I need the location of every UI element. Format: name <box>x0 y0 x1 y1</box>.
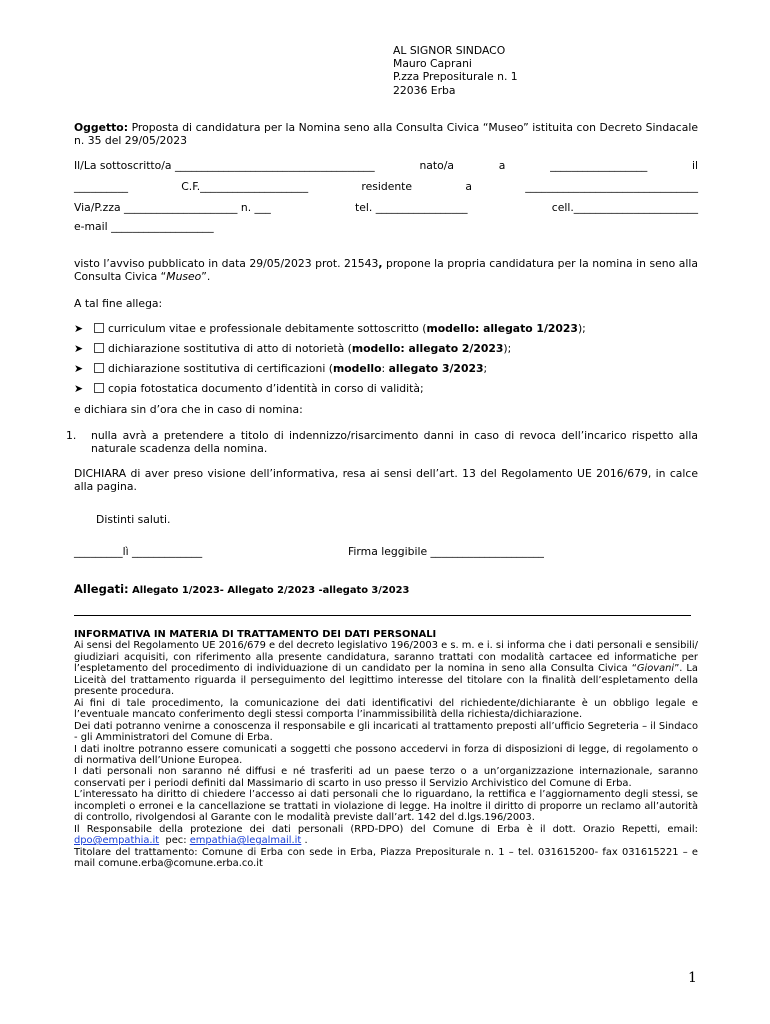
list-item-bold: modello: allegato 1/2023 <box>426 322 578 335</box>
arrow-bullet-icon: ➤ <box>74 382 84 395</box>
subject-text: Proposta di candidatura per la Nomina seno alla Consulta Civica “Museo” istituita con Decreto Sindacale n. 35 del 29/05/2023 <box>74 121 698 147</box>
dpo-email-link[interactable]: dpo@empathia.it <box>74 835 160 847</box>
field-cell: cell._______________________ <box>551 201 698 214</box>
recipient-line: AL SIGNOR SINDACO <box>393 44 506 57</box>
privacy-paragraph <box>74 824 698 847</box>
body-text: visto l’avviso pubblicato in data 29/05/2023 prot. 21543 <box>74 257 379 270</box>
list-item-bold: modello <box>332 362 382 375</box>
dichiara-sin: e dichiara sin d’ora che in caso di nomina: <box>74 403 303 416</box>
privacy-paragraph: L’interessato ha diritto di chiedere l’accesso ai dati personali che lo riguardano, la rettifica e l’aggiornamento degli stessi, se incompleti o erronei e la cancellazione se trattati in violazione di legge. Ha inoltre il diritto di proporre un reclamo all’autorità di controllo, rivolgendosi al Garante con le modalità previste dall’art. 142 del d.lgs.196/2003. <box>74 789 698 824</box>
checkbox-icon <box>94 323 104 333</box>
pec-email-link[interactable]: empathia@legalmail.it <box>189 835 302 847</box>
allega-label: A tal fine allega: <box>74 297 163 310</box>
greeting: Distinti saluti. <box>96 513 171 526</box>
field-residence: ________________________________ <box>525 180 698 193</box>
privacy-paragraph: I dati personali non saranno né diffusi e né trasferiti ad un paese terzo o a un’organizzazione internazionale, saranno conservati per i periodi definiti dal Massimario di scarto in uso presso il Servizio Archivistico del Comune di Erba. <box>74 766 698 789</box>
list-item-text: curriculum vitae e professionale debitamente sottoscritto ( <box>108 322 427 335</box>
checkbox-icon <box>94 383 104 393</box>
list-item <box>74 342 511 355</box>
list-item-text: copia fotostatica documento d’identità in corso di validità; <box>108 382 424 395</box>
privacy-text: pec: <box>159 835 190 847</box>
list-item <box>74 322 586 335</box>
subject-label: Oggetto: <box>74 121 129 134</box>
body-paragraph <box>74 257 698 283</box>
list-item-text: dichiarazione sostitutiva di atto di notorietà ( <box>108 342 352 355</box>
privacy-paragraph <box>74 640 698 697</box>
field-nato-label: nato/a <box>419 159 454 172</box>
privacy-paragraph: Ai fini di tale procedimento, la comunicazione dei dati identificativi del richiedente/dichiarante è un obbligo legale e l’eventuale mancato conferimento degli stessi comporta l’inammissibilità della richiesta/dichiarazione. <box>74 697 698 721</box>
dichiara-paragraph: DICHIARA di aver preso visione dell’informativa, resa ai sensi dell’art. 13 del Regolamento UE 2016/679, in calce alla pagina. <box>74 467 698 493</box>
field-email: e-mail ___________________ <box>74 220 214 233</box>
field-a-label: a <box>498 159 506 172</box>
body-text: ”. <box>201 270 211 283</box>
form-row-name <box>74 159 698 172</box>
arrow-bullet-icon: ➤ <box>74 322 84 335</box>
privacy-italic: Giovani <box>636 663 675 675</box>
privacy-text: . <box>301 835 308 847</box>
privacy-paragraph: I dati inoltre potranno essere comunicati a soggetti che possono accedervi in forza di disposizioni di legge, di regolamento o di normativa dell’Unione Europea. <box>74 743 698 766</box>
field-birthplace: __________________ <box>550 159 648 172</box>
place-date-field: _________lì _____________ <box>74 545 203 558</box>
privacy-text: ”. La Liceità del trattamento riguarda il perseguimento del legittimo interesse del titolare con la finalità dell’espletamento della presente procedura. <box>74 663 698 698</box>
attachments-label: Allegati: <box>74 582 129 596</box>
privacy-paragraph: Titolare del trattamento: Comune di Erba con sede in Erba, Piazza Prepositurale n. 1 – tel. 031615200- fax 031615221 – e mail comune.erba@comune.erba.co.it <box>74 846 698 870</box>
list-item-bold: allegato 3/2023 <box>388 362 484 375</box>
privacy-text: Il Responsabile della protezione dei dati personali (RPD-DPO) del Comune di Erba è il dott. Orazio Repetti, email: <box>74 823 698 835</box>
body-italic: Museo <box>166 270 202 283</box>
form-row-cf <box>74 180 698 193</box>
list-item-text: ); <box>503 342 512 355</box>
signature-field: Firma leggibile _____________________ <box>348 545 544 558</box>
attachments-list: Allegato 1/2023- Allegato 2/2023 -allegato 3/2023 <box>128 585 410 596</box>
checkbox-icon <box>94 363 104 373</box>
body-text: propone la propria candidatura per la nomina in seno alla Consulta Civica “ <box>74 257 698 283</box>
recipient-line: Mauro Caprani <box>393 57 472 71</box>
privacy-text: Ai sensi del Regolamento UE 2016/679 e del decreto legislativo 196/2003 e s. m. e i. si informa che i dati personali e sensibili/ giudiziari acquisiti, con riferimento alla presente candidatura, saranno trattati con modalità cartacee ed informatiche per l’espletamento del procedimento di individuazione di un candidato per la nomina in seno alla Consulta Civica “ <box>74 640 698 675</box>
list-item-bold: modello: allegato 2/2023 <box>351 342 504 355</box>
field-cf: C.F.____________________ <box>181 180 309 193</box>
privacy-notice <box>74 629 698 870</box>
field-tel: tel. _________________ <box>355 201 468 214</box>
field-birthdate: __________ <box>74 180 128 193</box>
field-address: Via/P.zza _____________________ n. ___ <box>74 201 271 214</box>
subject <box>74 121 698 147</box>
divider <box>74 615 691 616</box>
arrow-bullet-icon: ➤ <box>74 362 84 375</box>
list-item <box>74 382 424 395</box>
field-residente-label: residente <box>361 180 413 193</box>
recipient-block <box>393 44 518 97</box>
privacy-title: INFORMATIVA IN MATERIA DI TRATTAMENTO DEI DATI PERSONALI <box>74 629 437 640</box>
body-comma: , <box>378 257 383 270</box>
list-item-text: ; <box>483 362 488 375</box>
field-sottoscritto: Il/La sottoscritto/a _____________________________________ <box>74 159 375 172</box>
list-item <box>74 362 487 375</box>
field-a-label: a <box>465 180 472 193</box>
numbered-item-number: 1. <box>66 429 77 442</box>
field-il-label: il <box>692 159 698 172</box>
list-item-text: : <box>381 362 389 375</box>
page-number: 1 <box>688 970 697 986</box>
privacy-paragraph: Dei dati potranno venirne a conoscenza il responsabile e gli incaricati al trattamento preposti all’ufficio Segreteria – il Sindaco - gli Amministratori del Comune di Erba. <box>74 720 698 744</box>
list-item-text: ); <box>577 322 586 335</box>
checkbox-icon <box>94 343 104 353</box>
recipient-line: P.zza Prepositurale n. 1 <box>393 70 518 84</box>
numbered-item-text: nulla avrà a pretendere a titolo di indennizzo/risarcimento danni in caso di revoca dell’incarico rispetto alla naturale scadenza della nomina. <box>91 429 698 455</box>
attachments <box>74 582 409 598</box>
form-row-address <box>74 201 698 214</box>
arrow-bullet-icon: ➤ <box>74 342 84 355</box>
recipient-line: 22036 Erba <box>393 83 456 97</box>
list-item-text: dichiarazione sostitutiva di certificazioni ( <box>108 362 333 375</box>
